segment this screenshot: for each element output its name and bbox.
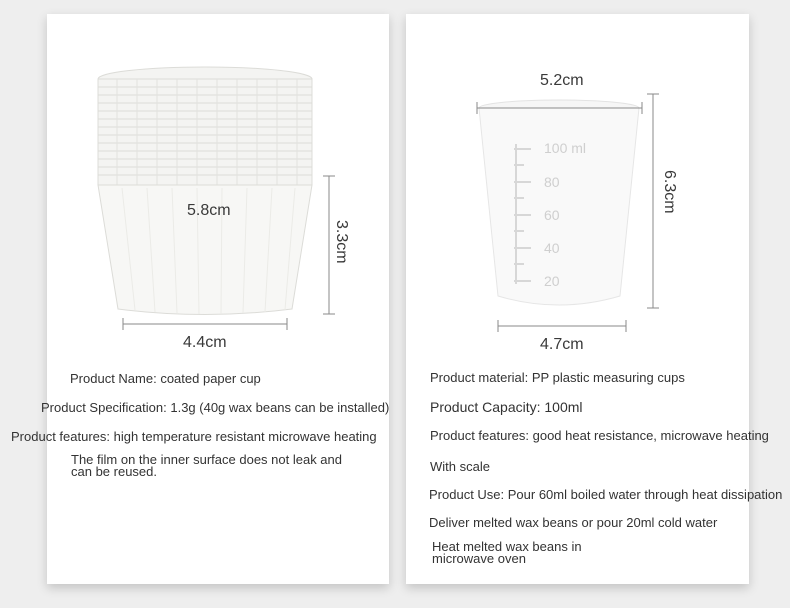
microwave-instructions: Heat melted wax beans in microwave oven [432, 539, 582, 566]
scale-mark-20: 20 [544, 273, 560, 289]
product-name: Product Name: coated paper cup [70, 371, 261, 386]
product-material: Product material: PP plastic measuring cups [430, 370, 685, 385]
height-dimension-line [647, 94, 659, 308]
product-note: The film on the inner surface does not leak and can be reused. [71, 452, 342, 479]
product-features: Product features: high temperature resistant microwave heating [11, 429, 377, 444]
height-label: 3.3cm [333, 220, 350, 264]
bottom-diameter-label: 4.7cm [540, 336, 584, 353]
bottom-dimension-line [498, 320, 626, 332]
bottom-diameter-label: 4.4cm [183, 334, 227, 351]
product-capacity: Product Capacity: 100ml [430, 399, 583, 415]
deliver-instructions: Deliver melted wax beans or pour 20ml cold water [429, 515, 718, 530]
top-diameter-label: 5.8cm [187, 202, 231, 219]
paper-cup-illustration [47, 14, 389, 584]
product-use: Product Use: Pour 60ml boiled water through heat dissipation [429, 487, 783, 502]
scale-mark-40: 40 [544, 240, 560, 256]
scale-mark-60: 60 [544, 207, 560, 223]
scale-mark-80: 80 [544, 174, 560, 190]
cup-rim-band [98, 79, 312, 87]
paper-cup-card [11, 14, 390, 584]
top-diameter-label: 5.2cm [540, 72, 584, 89]
product-specification: Product Specification: 1.3g (40g wax beans can be installed) [41, 400, 390, 415]
height-label: 6.3cm [661, 170, 678, 214]
bottom-dimension-line [123, 318, 287, 330]
measuring-cup-card [406, 14, 783, 584]
product-features: Product features: good heat resistance, microwave heating [430, 428, 769, 443]
scale-mark-100: 100 ml [544, 140, 587, 156]
with-scale: With scale [430, 459, 490, 474]
